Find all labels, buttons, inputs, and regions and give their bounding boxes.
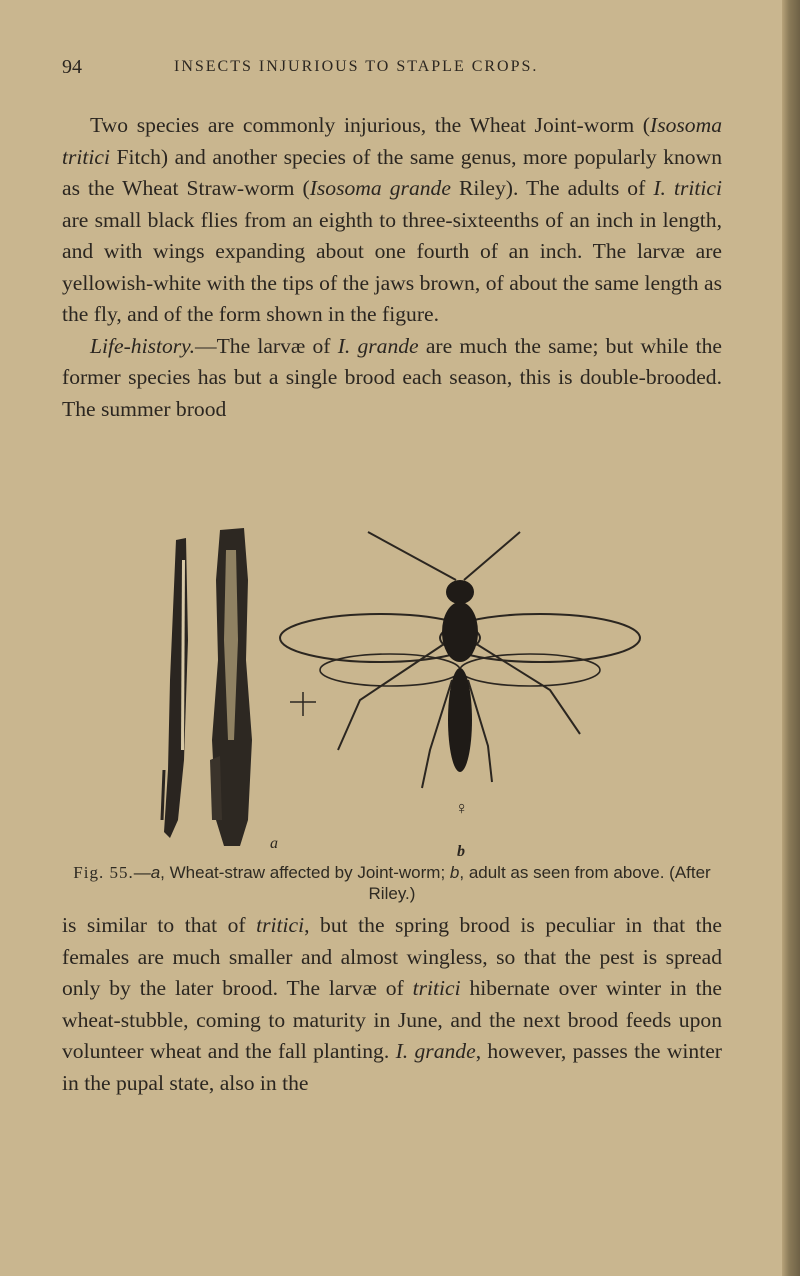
italic-run: I. grande — [337, 333, 419, 358]
caption-dash: — — [133, 863, 151, 882]
section-heading: Life-history. — [90, 333, 195, 358]
text-run: Fitch) and another species of the same genus, more popularly known as the Wheat Straw-worm ( — [62, 144, 722, 200]
figure-female-symbol: ♀ — [455, 798, 469, 818]
adult-fly-illustration — [280, 532, 640, 788]
page-number: 94 — [62, 56, 82, 78]
text-run: , but the spring brood is peculiar in that the females are much smaller and almost wingless, so that the pest is spread only by the later brood. The larvæ of — [62, 913, 722, 1000]
text-run: are much the same; but while the former species has but a single brood each season, this is double-brooded. The summer brood — [62, 333, 722, 421]
text-run: are small black flies from an eighth to three-sixteenths of an inch in length, and with wings expanding about one fourth of an inch. The larvæ are yellowish-white with the tips of the jaws brown, of about the same length as the fly, and of the form shown in the figure. — [62, 207, 722, 326]
paragraph-1 — [62, 110, 722, 425]
italic-run: tritici — [256, 913, 305, 937]
text-run: Riley). The adults of — [450, 176, 654, 200]
caption-a: a — [150, 863, 161, 882]
text-run: , however, passes the winter in the pupal state, also in the — [62, 1039, 723, 1095]
italic-run: Isosoma grande — [309, 176, 451, 200]
caption-b: b — [449, 863, 460, 882]
paragraph-3 — [62, 910, 722, 1099]
caption-label: Fig. 55. — [73, 863, 134, 882]
figure-illustration — [140, 520, 720, 860]
figure-svg — [140, 520, 720, 860]
figure-caption — [62, 862, 722, 904]
text-run: Two species are commonly injurious, the Wheat Joint-worm ( — [90, 113, 651, 137]
italic-run: tritici — [412, 976, 461, 1000]
italic-run: Isosoma tritici — [62, 113, 722, 169]
italic-run: I. tritici — [653, 176, 722, 200]
italic-run: I. grande — [395, 1039, 476, 1063]
figure-label-a: a — [270, 835, 278, 852]
page-edge — [782, 0, 800, 1276]
text-run: —The larvæ of — [194, 333, 338, 358]
text-run: is similar to that of — [62, 913, 257, 937]
text-run: hibernate over winter in the wheat-stubble, coming to maturity in June, and the next brood feeds upon volunteer wheat and the fall planting. — [62, 976, 722, 1063]
wheat-straw-illustration — [162, 528, 252, 846]
page-header — [62, 56, 722, 86]
caption-text-a: , Wheat-straw affected by Joint-worm; — [160, 863, 450, 882]
running-head: INSECTS INJURIOUS TO STAPLE CROPS. — [174, 58, 539, 75]
caption-text-b: , adult as seen from above. (After Riley.) — [368, 863, 711, 903]
figure-label-b: b — [457, 843, 465, 860]
